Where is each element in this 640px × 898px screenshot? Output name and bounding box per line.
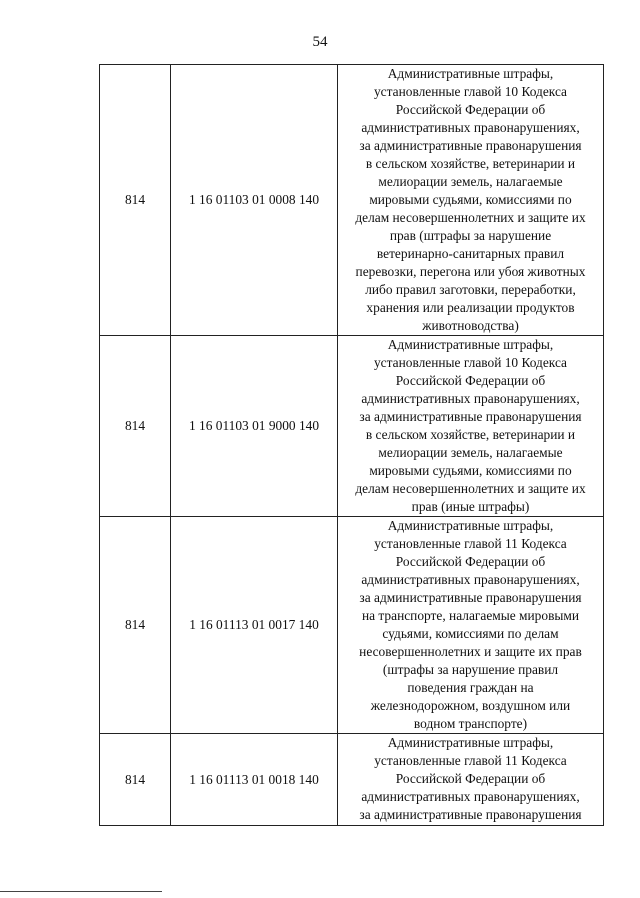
description-line: за административные правонарушения [359,138,582,153]
description-line: перевозки, перегона или убоя животных [355,264,586,279]
description-line: административных правонарушениях, [361,120,580,135]
description-cell [338,336,604,517]
table-row [100,65,604,336]
description-line: в сельском хозяйстве, ветеринарии и [365,156,576,171]
kbk-code-cell: 1 16 01103 01 0008 140 [171,65,338,336]
description-line: судьями, комиссиями по делам [382,626,559,641]
description-line: за административные правонарушения [359,807,582,822]
description-line: Российской Федерации об [395,373,546,388]
description-line: административных правонарушениях, [361,391,580,406]
description-line: мировыми судьями, комиссиями по [369,463,572,478]
description-line: административных правонарушениях, [361,572,580,587]
description-line: поведения граждан на [407,680,534,695]
table-row [100,517,604,734]
description-cell [338,517,604,734]
description-line: железнодорожном, воздушном или [370,698,571,713]
kbk-code-cell: 1 16 01113 01 0017 140 [171,517,338,734]
description-line: за административные правонарушения [359,590,582,605]
footnote-rule [0,891,162,892]
page-number: 54 [312,34,328,50]
description-line: хранения или реализации продуктов [366,300,575,315]
kbk-code-cell: 1 16 01113 01 0018 140 [171,734,338,826]
description-line: Административные штрафы, [387,337,554,352]
admin-code-cell: 814 [100,65,171,336]
description-line: делам несовершеннолетних и защите их [355,481,586,496]
description-line: несовершеннолетних и защите их прав [359,644,582,659]
description-line: установленные главой 11 Кодекса [374,536,567,551]
kbk-code-cell: 1 16 01103 01 9000 140 [171,336,338,517]
description-line: установленные главой 11 Кодекса [374,753,567,768]
description-line: (штрафы за нарушение правил [382,662,559,677]
admin-code-cell: 814 [100,517,171,734]
description-line: делам несовершеннолетних и защите их [355,210,586,225]
description-line: Российской Федерации об [395,102,546,117]
description-line: Административные штрафы, [387,735,554,750]
description-line: в сельском хозяйстве, ветеринарии и [365,427,576,442]
description-line: водном транспорте) [413,716,528,731]
description-line: животноводства) [422,318,519,333]
description-line: прав (штрафы за нарушение [389,228,552,243]
description-line: мировыми судьями, комиссиями по [369,192,572,207]
description-line: на транспорте, налагаемые мировыми [361,608,580,623]
description-line: установленные главой 10 Кодекса [373,84,568,99]
description-line: Административные штрафы, [387,66,554,81]
description-line: Российской Федерации об [395,771,546,786]
description-cell [338,734,604,826]
admin-code-cell: 814 [100,734,171,826]
description-cell [338,65,604,336]
table-body [100,65,604,826]
description-line: установленные главой 10 Кодекса [373,355,568,370]
description-line: за административные правонарушения [359,409,582,424]
description-line: прав (иные штрафы) [411,499,530,514]
table-row [100,734,604,826]
table-row [100,336,604,517]
description-line: ветеринарно-санитарных правил [376,246,565,261]
description-line: административных правонарушениях, [361,789,580,804]
description-line: мелиорации земель, налагаемые [378,174,563,189]
description-line: мелиорации земель, налагаемые [378,445,563,460]
description-line: Российской Федерации об [395,554,546,569]
budget-codes-table [99,64,604,826]
admin-code-cell: 814 [100,336,171,517]
description-line: Административные штрафы, [387,518,554,533]
description-line: либо правил заготовки, переработки, [365,282,576,297]
